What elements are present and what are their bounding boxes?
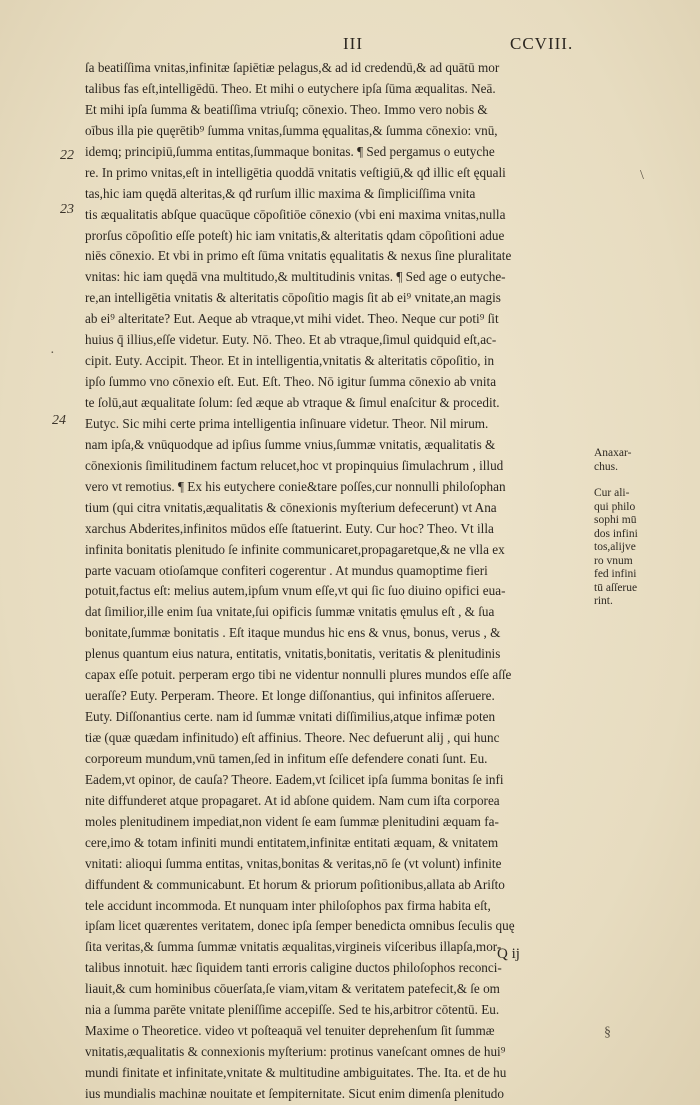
text-line: tiæ (quæ quædam infinitudo) eſt affinius. Theore. Nec defuerunt alij , qui hunc bbox=[85, 730, 500, 745]
text-line: niēs cōnexio. Et vbi in primo eſt ſūma vnitatis ęqualitatis & nexus ſine pluralitate bbox=[85, 248, 512, 264]
text-line: nia a ſumma parēte vnitate pleniſſime accepiſſe. Sed te his,arbitror cōtentū. Eu. bbox=[85, 1002, 500, 1018]
text-line: diffundent & communicabunt. Et horum & priorum poſitionibus,allata ab Ariſto bbox=[85, 876, 505, 892]
text-line: Et mihi ipſa ſumma & beatiſſima vtriuſq; cōnexio. Theo. Immo vero nobis & bbox=[85, 101, 488, 117]
folio-number: III bbox=[343, 34, 363, 53]
text-line: talibus fas eſt,intelligēdū. Theo. Et mihi o eutychere ipſa ſūma æqualitas. Neā. bbox=[85, 80, 496, 96]
text-line: Eutyc. Sic mihi certe prima intelligentia inſinuare videtur. Theor. Nil mirum. bbox=[85, 415, 489, 431]
ink-flourish-mark: § bbox=[604, 1025, 611, 1040]
text-line: oībus illa pie quęrētib⁹ ſumma vnitas,ſumma ęqualitas,& ſumma cōnexio: vnū, bbox=[85, 122, 498, 138]
text-line: ab ei⁹ alteritate? Eut. Aeque ab vtraque,vt mihi videt. Theo. Neque cur poti⁹ ſit bbox=[85, 311, 499, 327]
text-line: idemq; principiū,ſumma entitas,ſummaque bonitas. ¶ Sed pergamus o eutyche bbox=[85, 143, 495, 159]
text-line: infinita bonitatis plenitudo ſe infinite communicaret,propagaretque,& ne vlla ex bbox=[85, 541, 505, 557]
text-line: moles plenitudinem impediat,non vident ſe eam ſummæ plenitudini æquam fa- bbox=[85, 813, 499, 829]
text-line: dat ſimilior,ille enim ſua vnitate,ſui opificis ſummæ vnitatis ęmulus eſt , & ſua bbox=[85, 604, 495, 620]
margin-note-line: dos infini bbox=[594, 527, 638, 540]
margin-note-line: sophi mū bbox=[594, 514, 637, 526]
margin-note-line: tos,alijve bbox=[594, 541, 636, 553]
margin-note-anaxarchus bbox=[594, 447, 694, 474]
text-line: te ſolū,aut æqualitate ſolum: ſed æque ab vtraque & ſimul enaſcitur & procedit. bbox=[85, 395, 500, 410]
text-line: parte vacuam otioſamque confiteri cogerentur . At mundus quamoptime fieri bbox=[85, 562, 488, 578]
text-line: capax eſſe potuit. perperam ergo tibi ne videntur nonnulli plures mundos eſſe aſſe bbox=[85, 667, 512, 683]
text-line: corporeum mundum,vnū tamen,ſed in infitum eſſe defendere conati ſunt. Eu. bbox=[85, 750, 488, 766]
text-line: vnitas: hic iam quędā vna multitudo,& multitudinis vnitas. ¶ Sed age o eutyche- bbox=[85, 269, 506, 285]
margin-note-line: rint. bbox=[594, 595, 613, 607]
text-line: tele accidunt incommoda. Et nunquam inter philoſophos pax firma habita eſt, bbox=[85, 897, 491, 913]
text-line: bonitate,ſummæ bonitatis . Eſt itaque mundus hic ens & vnus, bonus, verus , & bbox=[85, 625, 501, 641]
text-line: cōnexionis ſimilitudinem factum relucet,hoc vt propinquius ſimulachrum , illud bbox=[85, 457, 504, 473]
text-line: vnitatis,æqualitatis & connexionis myſterium: protinus vaneſcant omnes de hui⁹ bbox=[85, 1044, 506, 1060]
text-line: re. In primo vnitas,eſt in intelligētia quoddā vnitatis veſtigiū,& qđ illic eſt ęquali bbox=[85, 164, 506, 180]
ink-stroke-mark: \ bbox=[640, 168, 644, 183]
signature-mark: Q ij bbox=[497, 946, 520, 962]
text-line: tas,hic iam quędā alteritas,& qđ rurſum illic maxima & ſimpliciſſima vnita bbox=[85, 185, 476, 201]
margin-note-line: qui philo bbox=[594, 500, 636, 513]
text-line: talibus innotuit. hæc ſiquidem tanti erroris caligine ductos philoſophos reconci- bbox=[85, 960, 502, 976]
text-line: vnitati: alioqui ſumma entitas, vnitas,bonitas & veritas,nō ſe (vt volunt) infinite bbox=[85, 855, 502, 871]
text-line: cipit. Euty. Accipit. Theor. Et in intelligentia,vnitatis & alteritatis cōpoſitio, in bbox=[85, 353, 495, 369]
text-line: huius q̄ illius,eſſe videtur. Euty. Nō. Theo. Et ab vtraque,ſimul quidquid eſt,ac- bbox=[85, 332, 497, 348]
ink-dot-mark: · bbox=[50, 346, 55, 361]
text-line: mundi finitate et infinitate,vnitate & multitudine ambiguitates. The. Ita. et de hu bbox=[85, 1065, 507, 1080]
text-line: nite diffunderet atque propagaret. At id abſone quidem. Nam cum iſta corporea bbox=[85, 792, 500, 808]
running-header bbox=[0, 34, 700, 58]
text-line: Eadem,vt opinor, de cauſa? Theore. Eadem,vt ſcilicet ipſa ſumma bonitas ſe infi bbox=[85, 771, 504, 787]
margin-note-line: tū aſſerue bbox=[594, 581, 638, 594]
margin-note-line: ro vnum bbox=[594, 554, 633, 567]
margin-note-question bbox=[594, 487, 694, 609]
text-line: cere,imo & totam infiniti mundi entitatem,infinitæ entitati æquam, & vnitatem bbox=[85, 834, 499, 850]
text-line: ius mundialis machinæ nouitate et ſempiternitate. Sicut enim dimenſa plenitudo bbox=[85, 1085, 504, 1101]
text-line: Euty. Diſſonantius certe. nam id ſummæ vnitati diſſimilius,atque infimæ poten bbox=[85, 709, 496, 725]
line-number-23: 23 bbox=[60, 202, 74, 217]
text-line: ipſo ſummo vno cōnexio eſt. Eut. Eſt. Theo. Nō igitur ſumma cōnexio ab vnita bbox=[85, 374, 497, 390]
text-line: ſita veritas,& ſumma ſummæ vnitatis æqualitas,virgineis viſceribus illapſa,mor- bbox=[85, 939, 502, 955]
text-line: ueraſſe? Euty. Perperam. Theore. Et longe diſſonantius, qui infinitos aſſeruere. bbox=[85, 688, 495, 704]
text-line: liauit,& cum hominibus cōuerſata,ſe viam,vitam & veritatem patefecit,& ſe om bbox=[85, 981, 500, 997]
text-line: xarchus Abderites,infinitos mūdos eſſe ſtatuerint. Euty. Cur hoc? Theo. Vt illa bbox=[85, 520, 494, 536]
text-line: ſa beatiſſima vnitas,infinitæ ſapiētiæ pelagus,& ad id credendū,& ad quātū mor bbox=[85, 60, 500, 75]
text-line: Maxime o Theoretice. video vt poſteaquā vel tenuiter deprehenſum ſit ſummæ bbox=[85, 1023, 495, 1039]
margin-note-line: fed infini bbox=[594, 568, 637, 580]
text-line: vero vt remotius. ¶ Ex his eutychere conie&tare poſſes,cur nonnulli philoſophan bbox=[85, 478, 506, 494]
text-line: plenus quantum eius natura, entitatis, vnitatis,bonitatis, veritatis & plenitudinis bbox=[85, 646, 501, 662]
text-line: ipſam licet quærentes veritatem, donec ipſa ſemper benedicta omnibus ſeculis quę bbox=[85, 918, 515, 934]
text-line: tis æqualitatis abſque quacūque cōpoſitiōe cōnexio (vbi eni maxima vnitas,nulla bbox=[85, 206, 506, 222]
text-line: potuit,factus eſt: melius autem,ipſum vnum eſſe,vt qui ſic ſuo diuino opifici eua- bbox=[85, 583, 506, 599]
line-number-22: 22 bbox=[60, 148, 74, 163]
margin-note-line: Anaxar- bbox=[594, 447, 632, 459]
margin-note-line: Cur ali- bbox=[594, 487, 630, 499]
text-line: nam ipſa,& vnūquodque ad ipſius ſumme vnius,ſummæ vnitatis, æqualitatis & bbox=[85, 436, 496, 452]
text-line: prorſus cōpoſitio eſſe poteſt) hic iam vnitatis,& alteritatis qdam cōpoſitioni adue bbox=[85, 227, 505, 243]
leaf-number: CCVIII. bbox=[510, 34, 574, 53]
text-line: tium (qui citra vnitatis,æqualitatis & cōnexionis myſterium defecerunt) vt Ana bbox=[85, 499, 497, 515]
line-number-24: 24 bbox=[52, 413, 66, 428]
margin-note-line: chus. bbox=[594, 460, 618, 473]
text-line: re,an intelligētia vnitatis & alteritatis cōpoſitio magis ſit ab ei⁹ vnitate,an magis bbox=[85, 290, 501, 306]
